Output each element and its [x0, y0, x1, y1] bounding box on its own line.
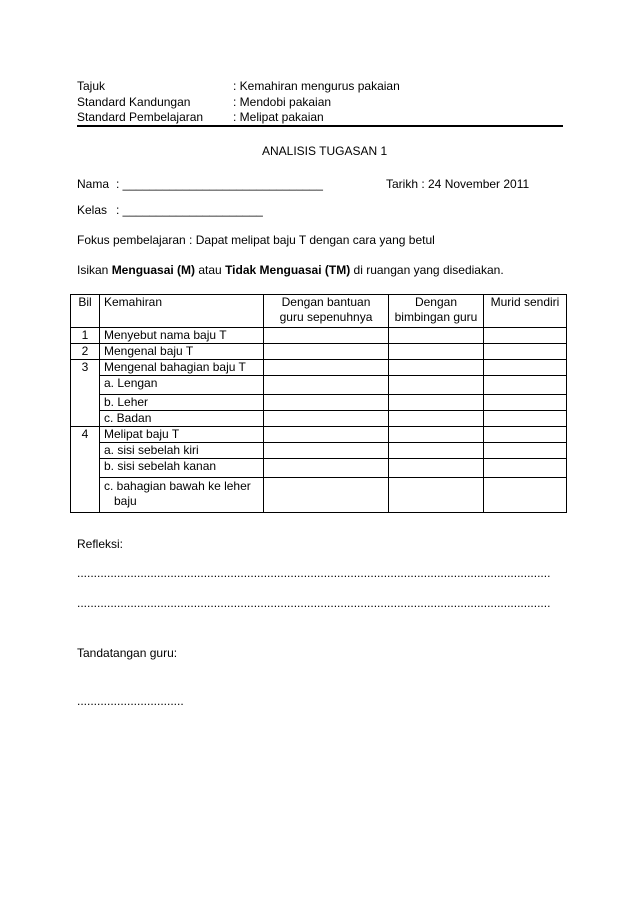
skills-table: [70, 294, 567, 513]
cell-bimbingan[interactable]: [389, 344, 484, 360]
table-row: [71, 478, 567, 513]
table-row: [71, 376, 567, 395]
header-tajuk-value: : Kemahiran mengurus pakaian: [233, 79, 400, 93]
row-skill: Mengenal bahagian baju T: [100, 360, 264, 376]
table-row: [71, 360, 567, 376]
header-sp-value: : Melipat pakaian: [233, 110, 324, 124]
cell-bimbingan[interactable]: [389, 459, 484, 478]
th-bimbingan: Dengan bimbingan guru: [389, 295, 484, 328]
row-skill: Mengenal baju T: [100, 344, 264, 360]
row-bil: [71, 478, 100, 513]
cell-sendiri[interactable]: [484, 411, 567, 427]
instruction-bold-tm: Tidak Menguasai (TM): [225, 263, 351, 277]
cell-sendiri[interactable]: [484, 376, 567, 395]
row-bil: [71, 395, 100, 411]
row-bil: [71, 459, 100, 478]
cell-bantuan[interactable]: [264, 478, 389, 513]
table-row: [71, 344, 567, 360]
cell-bantuan[interactable]: [264, 344, 389, 360]
cell-bantuan[interactable]: [264, 443, 389, 459]
cell-sendiri[interactable]: [484, 328, 567, 344]
header-sp-label: Standard Pembelajaran: [77, 110, 204, 124]
table-row: [71, 427, 567, 443]
refleksi-line-1[interactable]: ..............................................................................................................................................: [77, 566, 551, 580]
page-title: ANALISIS TUGASAN 1: [262, 144, 388, 158]
cell-bantuan[interactable]: [264, 395, 389, 411]
row-skill: Menyebut nama baju T: [100, 328, 264, 344]
header-divider: [77, 125, 563, 127]
cell-bimbingan[interactable]: [389, 478, 484, 513]
cell-bantuan[interactable]: [264, 459, 389, 478]
instruction-part-2: atau: [195, 263, 226, 277]
instruction-part-3: di ruangan yang disediakan.: [350, 263, 504, 277]
cell-bimbingan[interactable]: [389, 328, 484, 344]
th-bil: Bil: [71, 295, 100, 328]
row-skill: [100, 478, 264, 513]
cell-bantuan[interactable]: [264, 376, 389, 395]
header-sk-value: : Mendobi pakaian: [233, 95, 332, 109]
cell-bantuan[interactable]: [264, 427, 389, 443]
cell-sendiri[interactable]: [484, 478, 567, 513]
instruction-text: [77, 263, 504, 278]
row-skill: c. Badan: [100, 411, 264, 427]
row-bil: [71, 376, 100, 395]
instruction-bold-m: Menguasai (M): [111, 263, 196, 277]
row-bil: 1: [71, 328, 100, 344]
row-bil: 4: [71, 427, 100, 443]
cell-bimbingan[interactable]: [389, 395, 484, 411]
table-row: [71, 411, 567, 427]
row-skill: a. sisi sebelah kiri: [100, 443, 264, 459]
nama-field[interactable]: : ______________________________: [116, 177, 323, 191]
table-header-row: [71, 295, 567, 328]
cell-bimbingan[interactable]: [389, 376, 484, 395]
nama-label: Nama: [77, 177, 110, 191]
cell-sendiri[interactable]: [484, 360, 567, 376]
tarikh-text: Tarikh : 24 November 2011: [386, 177, 530, 191]
row-skill: b. sisi sebelah kanan: [100, 459, 264, 478]
header-sk-label: Standard Kandungan: [77, 95, 191, 109]
cell-bimbingan[interactable]: [389, 427, 484, 443]
table-row: [71, 328, 567, 344]
signature-line[interactable]: ................................: [77, 694, 184, 708]
row-bil: 3: [71, 360, 100, 376]
row-skill-text: a. Lengan: [104, 376, 158, 390]
cell-bimbingan[interactable]: [389, 443, 484, 459]
th-sendiri: Murid sendiri: [484, 295, 567, 328]
refleksi-line-2[interactable]: ..............................................................................................................................................: [77, 596, 551, 610]
cell-sendiri[interactable]: [484, 443, 567, 459]
cell-sendiri[interactable]: [484, 459, 567, 478]
instruction-part-1: Isikan: [77, 263, 112, 277]
cell-sendiri[interactable]: [484, 395, 567, 411]
signature-label: Tandatangan guru:: [77, 646, 178, 660]
cell-bantuan[interactable]: [264, 360, 389, 376]
row-skill: [100, 376, 264, 395]
kelas-label: Kelas: [77, 203, 108, 217]
cell-sendiri[interactable]: [484, 427, 567, 443]
table-row: [71, 443, 567, 459]
row-skill-text: c. bahagian bawah ke leher baju: [104, 479, 251, 508]
row-skill: Melipat baju T: [100, 427, 264, 443]
th-bantuan: Dengan bantuan guru sepenuhnya: [264, 295, 389, 328]
cell-sendiri[interactable]: [484, 344, 567, 360]
refleksi-label: Refleksi:: [77, 537, 124, 551]
row-bil: 2: [71, 344, 100, 360]
table-row: [71, 395, 567, 411]
row-bil: [71, 443, 100, 459]
cell-bimbingan[interactable]: [389, 411, 484, 427]
cell-bantuan[interactable]: [264, 328, 389, 344]
header-tajuk-label: Tajuk: [77, 79, 106, 93]
cell-bantuan[interactable]: [264, 411, 389, 427]
focus-text: Fokus pembelajaran : Dapat melipat baju T dengan cara yang betul: [77, 233, 435, 247]
cell-bimbingan[interactable]: [389, 360, 484, 376]
table-row: [71, 459, 567, 478]
row-bil: [71, 411, 100, 427]
th-kemahiran: Kemahiran: [100, 295, 264, 328]
kelas-field[interactable]: : _____________________: [116, 203, 263, 217]
row-skill: b. Leher: [100, 395, 264, 411]
